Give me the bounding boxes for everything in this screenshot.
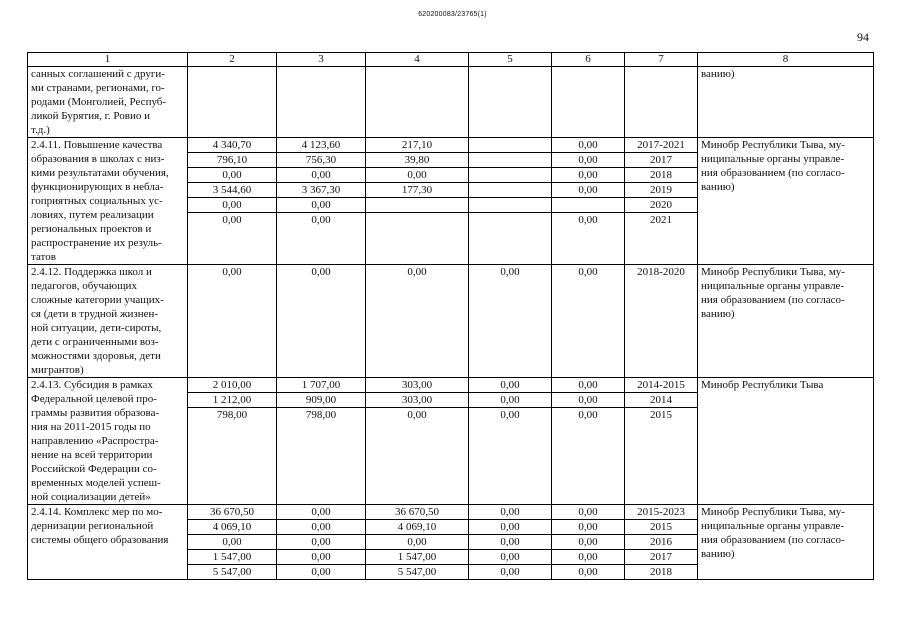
value-line: 0,00 [188, 198, 276, 213]
value-line: 798,00 [305, 409, 337, 421]
value-line: 0,00 [469, 535, 551, 550]
column-header: 8 [698, 53, 874, 67]
activity-name-line: нение на всей территории [31, 449, 153, 461]
value-line: 0,00 [222, 266, 242, 278]
value-line: 1 547,00 [366, 550, 468, 565]
value-line: 217,10 [366, 138, 468, 153]
executor-line: ванию) [701, 308, 735, 320]
activity-name-line: временных моделей успеш- [31, 477, 161, 489]
value-line: 0,00 [188, 168, 276, 183]
column-header: 1 [28, 53, 188, 67]
activity-name-line: распространение их резуль- [31, 237, 162, 249]
column-header: 5 [469, 53, 552, 67]
column-header: 6 [552, 53, 625, 67]
value-line: 0,00 [311, 566, 331, 578]
value-line: 0,00 [500, 566, 520, 578]
executor-line: Минобр Республики Тыва, му- [701, 139, 845, 151]
activity-name-line: образования в школах с низ- [31, 153, 165, 165]
value-cell-c5 [469, 505, 552, 580]
activity-name-line: направлению «Распростра- [31, 435, 159, 447]
value-line [469, 213, 551, 227]
value-line: 0,00 [277, 535, 365, 550]
table-row [28, 138, 874, 265]
table-row [28, 378, 874, 505]
value-line: 0,00 [188, 535, 276, 550]
value-line: 0,00 [469, 505, 551, 520]
value-line: 303,00 [366, 393, 468, 408]
value-line: 0,00 [366, 168, 468, 183]
value-line: 0,00 [578, 214, 598, 226]
value-cell-c5 [469, 138, 552, 265]
value-line: 1 707,00 [277, 378, 365, 393]
activity-name-line: санных соглашений с други- [31, 68, 165, 80]
value-line: 2017 [625, 153, 697, 168]
value-line: 0,00 [552, 168, 624, 183]
value-line: 4 069,10 [366, 520, 468, 535]
activity-name-line: 2.4.13. Субсидия в рамках [31, 379, 153, 391]
executor-line: ниципальные органы управле- [701, 520, 845, 532]
value-line: 5 547,00 [212, 566, 252, 578]
value-line: 0,00 [552, 183, 624, 198]
activity-name-cell [28, 265, 188, 378]
value-cell-c4 [366, 138, 469, 265]
value-line: 0,00 [552, 505, 624, 520]
document-code: 620200083/23765(1) [418, 11, 487, 18]
executor-line: ниципальные органы управле- [701, 280, 845, 292]
value-line: 36 670,50 [188, 505, 276, 520]
value-cell-c2 [188, 265, 277, 378]
value-line: 0,00 [578, 566, 598, 578]
value-cell-c3 [277, 67, 366, 138]
value-line: 2019 [625, 183, 697, 198]
activity-name-line: т.д.) [31, 124, 50, 136]
activity-name-line: ной ситуации, дети-сироты, [31, 322, 162, 334]
executor-line: ния образованием (по согласо- [701, 534, 845, 546]
value-line: 1 212,00 [188, 393, 276, 408]
activity-name-line: дети с ограниченными воз- [31, 336, 159, 348]
value-line: 0,00 [500, 409, 520, 421]
value-line [469, 168, 551, 183]
column-header: 2 [188, 53, 277, 67]
value-line: 177,30 [366, 183, 468, 198]
value-line: 0,00 [407, 409, 427, 421]
value-cell-c7 [625, 67, 698, 138]
value-line: 0,00 [277, 520, 365, 535]
value-cell-c4 [366, 378, 469, 505]
activity-name-line: ной социализации детей» [31, 491, 151, 503]
value-cell-c4 [366, 505, 469, 580]
value-cell-c3 [277, 138, 366, 265]
activity-name-line: дернизации региональной [31, 520, 154, 532]
executor-line: ния образованием (по согласо- [701, 294, 845, 306]
executor-line: Минобр Республики Тыва, му- [701, 266, 845, 278]
activity-name-line: системы общего образования [31, 534, 169, 546]
value-line: 39,80 [366, 153, 468, 168]
activity-name-cell [28, 67, 188, 138]
activity-name-line: ми странами, регионами, го- [31, 82, 165, 94]
executor-cell [698, 378, 874, 505]
value-line: 4 069,10 [188, 520, 276, 535]
value-cell-c5 [469, 67, 552, 138]
activity-name-cell [28, 378, 188, 505]
value-cell-c6 [552, 138, 625, 265]
value-line: 3 367,30 [277, 183, 365, 198]
value-line: 0,00 [552, 153, 624, 168]
activity-name-line: 2.4.11. Повышение качества [31, 139, 163, 151]
value-cell-c4 [366, 67, 469, 138]
executor-line: Минобр Республики Тыва [701, 379, 824, 391]
value-line: 0,00 [277, 550, 365, 565]
value-line: 2015-2023 [625, 505, 697, 520]
activity-name-line: граммы развития образова- [31, 407, 160, 419]
value-line: 3 544,60 [188, 183, 276, 198]
activity-name-line: региональных проектов и [31, 223, 152, 235]
value-line: 2017 [625, 550, 697, 565]
value-line: 5 547,00 [397, 566, 437, 578]
executor-cell [698, 265, 874, 378]
activity-name-line: гоприятных социальных ус- [31, 195, 163, 207]
value-line: 0,00 [552, 535, 624, 550]
value-line: 0,00 [277, 505, 365, 520]
activity-name-cell [28, 505, 188, 580]
executor-line: ниципальные органы управле- [701, 153, 845, 165]
value-line: 0,00 [311, 266, 331, 278]
column-header: 3 [277, 53, 366, 67]
value-line: 0,00 [552, 520, 624, 535]
value-line: 0,00 [222, 214, 242, 226]
value-line: 2017-2021 [625, 138, 697, 153]
executor-line: ванию) [701, 68, 735, 80]
value-line: 2018 [650, 566, 672, 578]
value-line: 2018 [625, 168, 697, 183]
value-line: 0,00 [500, 266, 520, 278]
value-cell-c7 [625, 138, 698, 265]
value-line [469, 183, 551, 198]
value-cell-c6 [552, 505, 625, 580]
activity-name-cell [28, 138, 188, 265]
value-line [469, 138, 551, 153]
value-line: 0,00 [578, 266, 598, 278]
value-line: 303,00 [366, 378, 468, 393]
activity-name-line: Федеральной целевой про- [31, 393, 157, 405]
activity-name-line: мигрантов) [31, 364, 84, 376]
value-line [366, 198, 468, 213]
value-line: 4 123,60 [277, 138, 365, 153]
budget-table [27, 52, 874, 580]
value-line: 2020 [625, 198, 697, 213]
value-cell-c5 [469, 265, 552, 378]
value-line: 2016 [625, 535, 697, 550]
column-header: 4 [366, 53, 469, 67]
value-line: 798,00 [216, 409, 248, 421]
table-row [28, 67, 874, 138]
value-cell-c3 [277, 265, 366, 378]
value-line: 0,00 [469, 393, 551, 408]
value-cell-c2 [188, 505, 277, 580]
value-line: 36 670,50 [366, 505, 468, 520]
value-cell-c3 [277, 505, 366, 580]
column-header: 7 [625, 53, 698, 67]
value-line: 909,00 [277, 393, 365, 408]
executor-line: ванию) [701, 181, 735, 193]
value-line: 0,00 [469, 520, 551, 535]
value-line: 0,00 [311, 214, 331, 226]
activity-name-line: ния на 2011-2015 годы по [31, 421, 151, 433]
value-cell-c5 [469, 378, 552, 505]
value-cell-c7 [625, 265, 698, 378]
value-cell-c6 [552, 378, 625, 505]
value-line: 796,10 [188, 153, 276, 168]
value-cell-c2 [188, 138, 277, 265]
value-line [469, 153, 551, 168]
executor-line: Минобр Республики Тыва, му- [701, 506, 845, 518]
activity-name-line: татов [31, 251, 56, 263]
value-line: 0,00 [366, 535, 468, 550]
value-line [552, 198, 624, 213]
table-row [28, 505, 874, 580]
activity-name-line: сложные категории учащих- [31, 294, 164, 306]
value-line: 2015 [625, 520, 697, 535]
value-line: 0,00 [277, 168, 365, 183]
value-line: 2 010,00 [188, 378, 276, 393]
activity-name-line: функционирующих в небла- [31, 181, 164, 193]
value-line: 2014-2015 [625, 378, 697, 393]
activity-name-line: кими результатами обучения, [31, 167, 169, 179]
activity-name-line: ся (дети в трудной жизнен- [31, 308, 159, 320]
value-line: 756,30 [277, 153, 365, 168]
executor-cell [698, 138, 874, 265]
activity-name-line: 2.4.12. Поддержка школ и [31, 266, 152, 278]
value-line: 2018-2020 [637, 266, 685, 278]
value-line: 0,00 [552, 378, 624, 393]
value-cell-c2 [188, 378, 277, 505]
executor-line: ванию) [701, 548, 735, 560]
value-cell-c6 [552, 265, 625, 378]
value-cell-c3 [277, 378, 366, 505]
value-line: 0,00 [469, 550, 551, 565]
value-line: 0,00 [552, 393, 624, 408]
table-row [28, 265, 874, 378]
value-line: 0,00 [578, 409, 598, 421]
activity-name-line: педагогов, обучающих [31, 280, 137, 292]
activity-name-line: Российской Федерации со- [31, 463, 157, 475]
value-line [469, 198, 551, 213]
value-cell-c7 [625, 505, 698, 580]
value-line: 0,00 [277, 198, 365, 213]
activity-name-line: ловиях, путем реализации [31, 209, 154, 221]
value-line: 2021 [650, 214, 672, 226]
value-cell-c2 [188, 67, 277, 138]
page-number: 94 [857, 30, 869, 44]
executor-cell [698, 505, 874, 580]
executor-cell [698, 67, 874, 138]
value-line: 1 547,00 [188, 550, 276, 565]
activity-name-line: ликой Бурятия, г. Ровио и [31, 110, 150, 122]
header-row [28, 53, 874, 67]
value-line: 2014 [625, 393, 697, 408]
value-cell-c6 [552, 67, 625, 138]
activity-name-line: 2.4.14. Комплекс мер по мо- [31, 506, 163, 518]
value-cell-c7 [625, 378, 698, 505]
executor-line: ния образованием (по согласо- [701, 167, 845, 179]
value-line: 2015 [650, 409, 672, 421]
value-line: 0,00 [469, 378, 551, 393]
value-line: 0,00 [552, 550, 624, 565]
activity-name-line: можностями здоровья, дети [31, 350, 161, 362]
value-line: 0,00 [552, 138, 624, 153]
value-line: 0,00 [407, 266, 427, 278]
value-line [366, 213, 468, 227]
value-cell-c4 [366, 265, 469, 378]
activity-name-line: родами (Монголией, Респуб- [31, 96, 167, 108]
value-line: 4 340,70 [188, 138, 276, 153]
